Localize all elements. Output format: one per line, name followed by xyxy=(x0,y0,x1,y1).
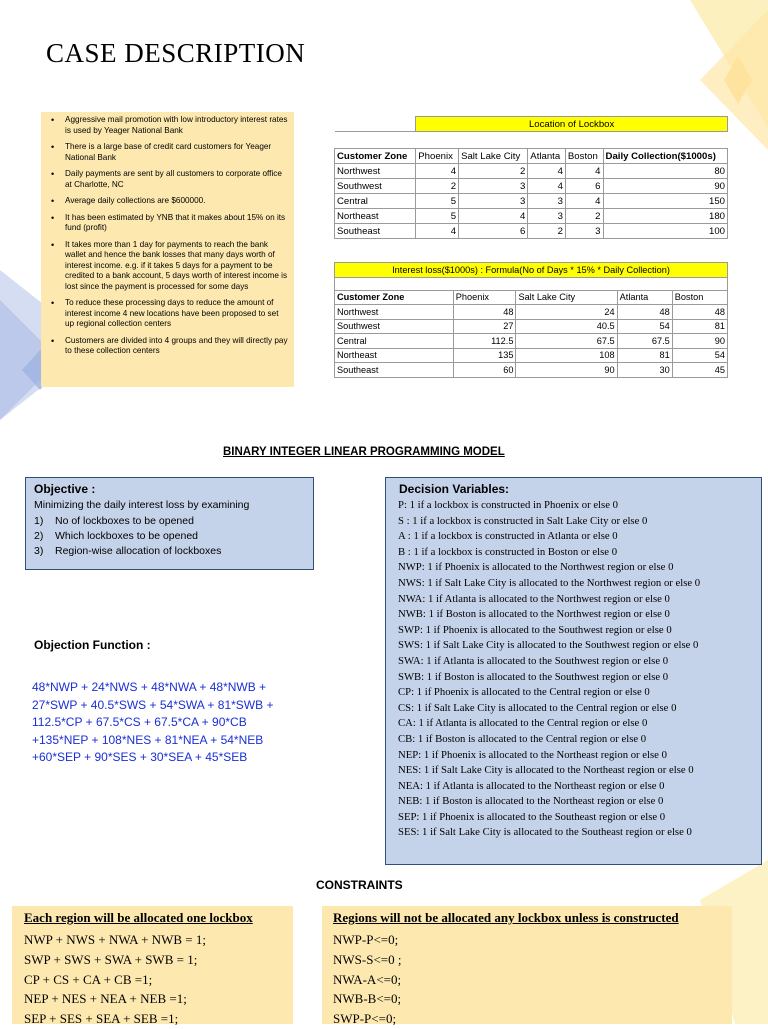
table-cell: 4 xyxy=(416,224,459,239)
list-item: NWB: 1 if Boston is allocated to the Northwest region or else 0 xyxy=(398,608,670,621)
note-item: • It has been estimated by YNB that it makes about 15% on its fund (profit) xyxy=(65,213,288,234)
table-cell: 3 xyxy=(459,194,528,209)
table-cell: 60 xyxy=(453,363,516,378)
list-number: 1) xyxy=(34,515,44,527)
list-item xyxy=(34,544,221,559)
constraints-construction-list xyxy=(333,930,401,1029)
table-cell: 108 xyxy=(516,348,617,363)
table-cell: 4 xyxy=(416,164,459,179)
list-number: 2) xyxy=(34,530,44,542)
table-cell: Northeast xyxy=(335,209,416,224)
note-item: • It takes more than 1 day for payments to reach the bank wallet and hence the bank losses that many days worth of interest income. e.g. if it takes 5 days for a payment to be credited to a bank account, 5 days worth of interest income is lost since the payment is processed for some days xyxy=(65,240,288,293)
constraints-construction-title: Regions will not be allocated any lockbox unless is constructed xyxy=(333,910,679,925)
table-cell: 2 xyxy=(528,224,566,239)
list-item: SWS: 1 if Salt Lake City is allocated to the Southwest region or else 0 xyxy=(398,639,699,652)
table-cell: 30 xyxy=(617,363,672,378)
table-cell: 48 xyxy=(453,305,516,320)
column-header: Phoenix xyxy=(416,149,459,164)
list-item: SES: 1 if Salt Lake City is allocated to the Southeast region or else 0 xyxy=(398,826,692,839)
table-row xyxy=(335,209,728,224)
lockbox-table xyxy=(334,116,728,239)
table-cell: 100 xyxy=(603,224,727,239)
note-item: • Customers are divided into 4 groups and they will directly pay to these collection centers xyxy=(65,336,288,357)
table-cell: Southwest xyxy=(335,319,454,334)
list-item xyxy=(34,514,221,529)
table-cell: Southeast xyxy=(335,363,454,378)
list-item: P: 1 if a lockbox is constructed in Phoenix or else 0 xyxy=(398,499,618,511)
objection-function-title: Objection Function : xyxy=(34,638,151,652)
table-cell: 3 xyxy=(459,179,528,194)
list-item: SWB: 1 if Boston is allocated to the Southwest region or else 0 xyxy=(398,670,669,683)
table-cell: 27 xyxy=(453,319,516,334)
objective-list xyxy=(34,514,221,559)
table-cell: 81 xyxy=(617,348,672,363)
column-header: Boston xyxy=(565,149,603,164)
table-cell: 81 xyxy=(672,319,727,334)
table-cell: 90 xyxy=(672,334,727,349)
table-cell: Central xyxy=(335,334,454,349)
table-cell: 3 xyxy=(528,194,566,209)
list-text: Which lockboxes to be opened xyxy=(55,530,199,542)
column-header: Salt Lake City xyxy=(516,290,617,305)
case-notes-panel xyxy=(41,112,294,387)
column-header: Atlanta xyxy=(528,149,566,164)
table-row xyxy=(335,348,728,363)
list-item: S : 1 if a lockbox is constructed in Salt Lake City or else 0 xyxy=(398,514,648,527)
table-cell: 150 xyxy=(603,194,727,209)
table-cell: 5 xyxy=(416,194,459,209)
column-header: Customer Zone xyxy=(335,290,454,305)
note-item: • To reduce these processing days to reduce the amount of interest income 4 new locations have been proposed to set up regional collection centers xyxy=(65,298,288,330)
list-text: Region-wise allocation of lockboxes xyxy=(55,545,222,557)
table-cell: 4 xyxy=(459,209,528,224)
list-item: NWB-B<=0; xyxy=(333,991,402,1007)
table-cell: 40.5 xyxy=(516,319,617,334)
table-row xyxy=(335,363,728,378)
table-cell: 6 xyxy=(459,224,528,239)
table-cell: 6 xyxy=(565,179,603,194)
list-item: NWA: 1 if Atlanta is allocated to the Northwest region or else 0 xyxy=(398,592,670,605)
table-cell: 45 xyxy=(672,363,727,378)
table-cell: 135 xyxy=(453,348,516,363)
model-heading: BINARY INTEGER LINEAR PROGRAMMING MODEL xyxy=(223,446,505,458)
table-cell: 4 xyxy=(528,164,566,179)
table-cell: 2 xyxy=(416,179,459,194)
constraints-one-lockbox-box xyxy=(12,906,293,1027)
table-cell: 54 xyxy=(617,319,672,334)
constraints-one-lockbox-list xyxy=(24,930,206,1029)
table-row xyxy=(335,194,728,209)
page-title: CASE DESCRIPTION xyxy=(46,38,306,68)
table-row xyxy=(335,305,728,320)
list-item: SWP + SWS + SWA + SWB = 1; xyxy=(24,951,198,967)
table-cell: Northeast xyxy=(335,348,454,363)
lockbox-table-caption: Location of Lockbox xyxy=(416,117,728,132)
table-cell: 4 xyxy=(565,164,603,179)
note-item: • Daily payments are sent by all customers to corporate office at Charlotte, NC xyxy=(65,169,288,190)
table-cell: 67.5 xyxy=(617,334,672,349)
column-header: Boston xyxy=(672,290,727,305)
table-cell: Southwest xyxy=(335,179,416,194)
table-cell: Northwest xyxy=(335,305,454,320)
table-cell: 90 xyxy=(603,179,727,194)
list-item: CP + CS + CA + CB =1; xyxy=(24,971,153,987)
table-cell: 4 xyxy=(528,179,566,194)
list-item: NWS-S<=0 ; xyxy=(333,951,402,967)
table-cell: Central xyxy=(335,194,416,209)
list-item: SEP + SES + SEA + SEB =1; xyxy=(24,1011,179,1027)
list-item xyxy=(34,529,221,544)
table-row xyxy=(335,319,728,334)
table-row xyxy=(335,224,728,239)
list-item: NES: 1 if Salt Lake City is allocated to the Northeast region or else 0 xyxy=(398,764,694,777)
constraints-construction-box xyxy=(322,906,732,1027)
list-item: B : 1 if a lockbox is constructed in Boston or else 0 xyxy=(398,545,618,558)
interest-table-caption: Interest loss($1000s) : Formula(No of Days * 15% * Daily Collection) xyxy=(335,263,728,278)
list-item: SEP: 1 if Phoenix is allocated to the Southeast region or else 0 xyxy=(398,810,666,823)
column-header: Phoenix xyxy=(453,290,516,305)
table-cell: Northwest xyxy=(335,164,416,179)
objection-function-formula: 48*NWP + 24*NWS + 48*NWA + 48*NWB + 27*SWP + 40.5*SWS + 54*SWA + 81*SWB + 112.5*CP + 67.5*CS + 67.5*CA + 90*CB +135*NEP + 108*NES + 81*NEA + 54*NEB +60*SEP + 90*SES + 30*SEA + 45*SEB xyxy=(32,680,274,765)
list-text: No of lockboxes to be opened xyxy=(55,515,194,527)
table-caption-row xyxy=(335,117,728,132)
interest-loss-table xyxy=(334,262,728,378)
list-item: NEB: 1 if Boston is allocated to the Northeast region or else 0 xyxy=(398,795,664,808)
column-header: Atlanta xyxy=(617,290,672,305)
column-header: Daily Collection($1000s) xyxy=(603,149,727,164)
table-cell: 48 xyxy=(672,305,727,320)
list-number: 3) xyxy=(34,545,44,557)
table-cell: 24 xyxy=(516,305,617,320)
list-item: CA: 1 if Atlanta is allocated to the Central region or else 0 xyxy=(398,717,648,730)
column-header: Customer Zone xyxy=(335,149,416,164)
table-cell: 48 xyxy=(617,305,672,320)
list-item: SWP: 1 if Phoenix is allocated to the Southwest region or else 0 xyxy=(398,623,672,636)
table-cell: 67.5 xyxy=(516,334,617,349)
list-item: NEP: 1 if Phoenix is allocated to the Northeast region or else 0 xyxy=(398,748,667,761)
case-notes-list xyxy=(41,112,294,357)
table-cell: 2 xyxy=(459,164,528,179)
list-item: NEP + NES + NEA + NEB =1; xyxy=(24,991,187,1007)
list-item: SWP-P<=0; xyxy=(333,1011,397,1027)
constraints-one-lockbox-title: Each region will be allocated one lockbox xyxy=(24,910,253,925)
table-cell: 4 xyxy=(565,194,603,209)
table-cell: 90 xyxy=(516,363,617,378)
list-item: NWA-A<=0; xyxy=(333,971,402,987)
list-item: CS: 1 if Salt Lake City is allocated to the Central region or else 0 xyxy=(398,701,677,714)
list-item: SWA: 1 if Atlanta is allocated to the Southwest region or else 0 xyxy=(398,654,669,667)
table-cell: 80 xyxy=(603,164,727,179)
list-item: A : 1 if a lockbox is constructed in Atlanta or else 0 xyxy=(398,530,618,543)
table-cell: 2 xyxy=(565,209,603,224)
list-item: NWP-P<=0; xyxy=(333,932,399,947)
table-cell: 180 xyxy=(603,209,727,224)
table-header-row xyxy=(335,290,728,305)
decision-variables-list xyxy=(398,498,758,841)
table-cell: 112.5 xyxy=(453,334,516,349)
constraints-heading: CONSTRAINTS xyxy=(316,878,403,892)
objective-title: Objective : xyxy=(34,482,96,496)
list-item: CP: 1 if Phoenix is allocated to the Central region or else 0 xyxy=(398,686,650,699)
table-header-row xyxy=(335,149,728,164)
objective-box xyxy=(25,477,314,570)
column-header: Salt Lake City xyxy=(459,149,528,164)
note-item: • Average daily collections are $600000. xyxy=(65,196,288,207)
table-cell: Southeast xyxy=(335,224,416,239)
list-item: NWP: 1 if Phoenix is allocated to the Northwest region or else 0 xyxy=(398,561,674,574)
list-item: CB: 1 if Boston is allocated to the Central region or else 0 xyxy=(398,732,647,745)
table-row xyxy=(335,179,728,194)
table-caption-row xyxy=(335,263,728,278)
decision-variables-box xyxy=(385,477,762,865)
table-row xyxy=(335,164,728,179)
decision-variables-title: Decision Variables: xyxy=(399,482,510,496)
table-cell: 3 xyxy=(565,224,603,239)
table-cell: 3 xyxy=(528,209,566,224)
list-item: NWP + NWS + NWA + NWB = 1; xyxy=(24,932,206,947)
list-item: NWS: 1 if Salt Lake City is allocated to the Northwest region or else 0 xyxy=(398,576,701,589)
objective-description: Minimizing the daily interest loss by examining xyxy=(34,499,250,511)
table-cell: 54 xyxy=(672,348,727,363)
note-item: • There is a large base of credit card customers for Yeager National Bank xyxy=(65,142,288,163)
list-item: NEA: 1 if Atlanta is allocated to the Northeast region or else 0 xyxy=(398,779,665,792)
note-item: • Aggressive mail promotion with low introductory interest rates is used by Yeager National Bank xyxy=(65,115,288,136)
table-cell: 5 xyxy=(416,209,459,224)
table-row xyxy=(335,334,728,349)
